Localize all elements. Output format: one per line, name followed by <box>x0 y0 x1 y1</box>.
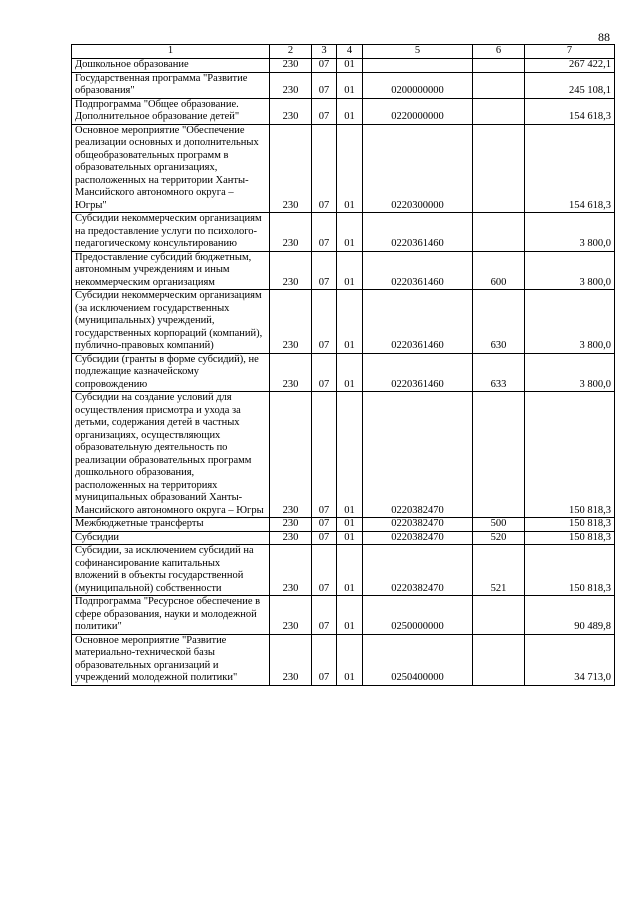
section-code-cell: 07 <box>312 545 337 596</box>
target-article-cell: 0220382470 <box>363 531 473 545</box>
column-header: 2 <box>270 45 312 59</box>
ministry-code-cell: 230 <box>270 531 312 545</box>
target-article-cell: 0220382470 <box>363 545 473 596</box>
ministry-code-cell: 230 <box>270 251 312 290</box>
section-code-cell: 07 <box>312 59 337 73</box>
expense-type-cell: 520 <box>473 531 525 545</box>
ministry-code-cell: 230 <box>270 290 312 354</box>
table-row <box>72 59 615 73</box>
expense-type-cell <box>473 596 525 635</box>
target-article-cell: 0220361460 <box>363 213 473 252</box>
column-header: 1 <box>72 45 270 59</box>
target-article-cell: 0220000000 <box>363 98 473 124</box>
table-row <box>72 290 615 354</box>
section-code-cell: 07 <box>312 213 337 252</box>
column-header: 7 <box>525 45 615 59</box>
table-row <box>72 98 615 124</box>
expense-type-cell <box>473 213 525 252</box>
amount-cell: 150 818,3 <box>525 545 615 596</box>
subsection-code-cell: 01 <box>337 392 363 518</box>
column-header: 3 <box>312 45 337 59</box>
row-name-cell: Государственная программа "Развитие образования" <box>72 72 270 98</box>
expense-type-cell: 633 <box>473 353 525 392</box>
ministry-code-cell: 230 <box>270 59 312 73</box>
row-name-cell: Подпрограмма "Ресурсное обеспечение в сфере образования, науки и молодежной политики" <box>72 596 270 635</box>
amount-cell: 267 422,1 <box>525 59 615 73</box>
ministry-code-cell: 230 <box>270 213 312 252</box>
table-row <box>72 353 615 392</box>
subsection-code-cell: 01 <box>337 213 363 252</box>
section-code-cell: 07 <box>312 531 337 545</box>
table-row <box>72 124 615 213</box>
subsection-code-cell: 01 <box>337 634 363 685</box>
row-name-cell: Субсидии некоммерческим организациям (за исключением государственных (муниципальных) учреждений, государственных корпораций (компаний), публично-правовых компаний) <box>72 290 270 354</box>
target-article-cell: 0220300000 <box>363 124 473 213</box>
section-code-cell: 07 <box>312 251 337 290</box>
target-article-cell: 0220382470 <box>363 392 473 518</box>
ministry-code-cell: 230 <box>270 545 312 596</box>
row-name-cell: Субсидии <box>72 531 270 545</box>
expense-type-cell: 521 <box>473 545 525 596</box>
amount-cell: 245 108,1 <box>525 72 615 98</box>
page-number: 88 <box>598 30 610 44</box>
subsection-code-cell: 01 <box>337 251 363 290</box>
expense-type-cell: 630 <box>473 290 525 354</box>
amount-cell: 3 800,0 <box>525 353 615 392</box>
ministry-code-cell: 230 <box>270 72 312 98</box>
target-article-cell: 0220361460 <box>363 290 473 354</box>
section-code-cell: 07 <box>312 124 337 213</box>
table-row <box>72 392 615 518</box>
column-header: 6 <box>473 45 525 59</box>
section-code-cell: 07 <box>312 518 337 532</box>
section-code-cell: 07 <box>312 353 337 392</box>
target-article-cell: 0220361460 <box>363 353 473 392</box>
amount-cell: 90 489,8 <box>525 596 615 635</box>
subsection-code-cell: 01 <box>337 518 363 532</box>
amount-cell: 150 818,3 <box>525 531 615 545</box>
column-header: 5 <box>363 45 473 59</box>
section-code-cell: 07 <box>312 392 337 518</box>
expense-type-cell <box>473 124 525 213</box>
row-name-cell: Предоставление субсидий бюджетным, автономным учреждениям и иным некоммерческим организациям <box>72 251 270 290</box>
budget-table <box>71 44 615 686</box>
subsection-code-cell: 01 <box>337 72 363 98</box>
row-name-cell: Подпрограмма "Общее образование. Дополнительное образование детей" <box>72 98 270 124</box>
expense-type-cell: 600 <box>473 251 525 290</box>
table-row <box>72 634 615 685</box>
subsection-code-cell: 01 <box>337 290 363 354</box>
expense-type-cell <box>473 59 525 73</box>
expense-type-cell <box>473 98 525 124</box>
table-header-row <box>72 45 615 59</box>
row-name-cell: Субсидии (гранты в форме субсидий), не подлежащие казначейскому сопровождению <box>72 353 270 392</box>
table-row <box>72 545 615 596</box>
section-code-cell: 07 <box>312 634 337 685</box>
row-name-cell: Субсидии некоммерческим организациям на предоставление услуги по психолого-педагогическому консультированию <box>72 213 270 252</box>
column-header: 4 <box>337 45 363 59</box>
target-article-cell: 0200000000 <box>363 72 473 98</box>
ministry-code-cell: 230 <box>270 518 312 532</box>
row-name-cell: Основное мероприятие "Развитие материально-технической базы образовательных организаций и учреждений молодежной политики" <box>72 634 270 685</box>
amount-cell: 154 618,3 <box>525 124 615 213</box>
expense-type-cell <box>473 634 525 685</box>
table-row <box>72 518 615 532</box>
subsection-code-cell: 01 <box>337 59 363 73</box>
expense-type-cell <box>473 72 525 98</box>
subsection-code-cell: 01 <box>337 545 363 596</box>
section-code-cell: 07 <box>312 290 337 354</box>
section-code-cell: 07 <box>312 72 337 98</box>
expense-type-cell: 500 <box>473 518 525 532</box>
section-code-cell: 07 <box>312 596 337 635</box>
row-name-cell: Субсидии на создание условий для осуществления присмотра и ухода за детьми, содержания детей в частных организациях, осуществляющих образовательную деятельность по реализации образовательных программ дошкольного образования, расположенных на территориях муниципальных образований Ханты-Мансийского автономного округа – Югры <box>72 392 270 518</box>
table-row <box>72 531 615 545</box>
amount-cell: 154 618,3 <box>525 98 615 124</box>
row-name-cell: Дошкольное образование <box>72 59 270 73</box>
expense-type-cell <box>473 392 525 518</box>
target-article-cell: 0220361460 <box>363 251 473 290</box>
subsection-code-cell: 01 <box>337 531 363 545</box>
table-row <box>72 596 615 635</box>
row-name-cell: Основное мероприятие "Обеспечение реализации основных и дополнительных общеобразовательных программ в образовательных организациях, расположенных на территории Ханты-Мансийского автономного округа – Югры" <box>72 124 270 213</box>
target-article-cell: 0250000000 <box>363 596 473 635</box>
target-article-cell <box>363 59 473 73</box>
table-row <box>72 213 615 252</box>
target-article-cell: 0220382470 <box>363 518 473 532</box>
target-article-cell: 0250400000 <box>363 634 473 685</box>
row-name-cell: Межбюджетные трансферты <box>72 518 270 532</box>
section-code-cell: 07 <box>312 98 337 124</box>
row-name-cell: Субсидии, за исключением субсидий на софинансирование капитальных вложений в объекты государственной (муниципальной) собственности <box>72 545 270 596</box>
table-row <box>72 72 615 98</box>
subsection-code-cell: 01 <box>337 596 363 635</box>
ministry-code-cell: 230 <box>270 634 312 685</box>
amount-cell: 34 713,0 <box>525 634 615 685</box>
amount-cell: 3 800,0 <box>525 251 615 290</box>
amount-cell: 150 818,3 <box>525 518 615 532</box>
amount-cell: 150 818,3 <box>525 392 615 518</box>
ministry-code-cell: 230 <box>270 353 312 392</box>
ministry-code-cell: 230 <box>270 392 312 518</box>
ministry-code-cell: 230 <box>270 124 312 213</box>
subsection-code-cell: 01 <box>337 353 363 392</box>
subsection-code-cell: 01 <box>337 98 363 124</box>
amount-cell: 3 800,0 <box>525 290 615 354</box>
amount-cell: 3 800,0 <box>525 213 615 252</box>
subsection-code-cell: 01 <box>337 124 363 213</box>
ministry-code-cell: 230 <box>270 98 312 124</box>
ministry-code-cell: 230 <box>270 596 312 635</box>
table-row <box>72 251 615 290</box>
